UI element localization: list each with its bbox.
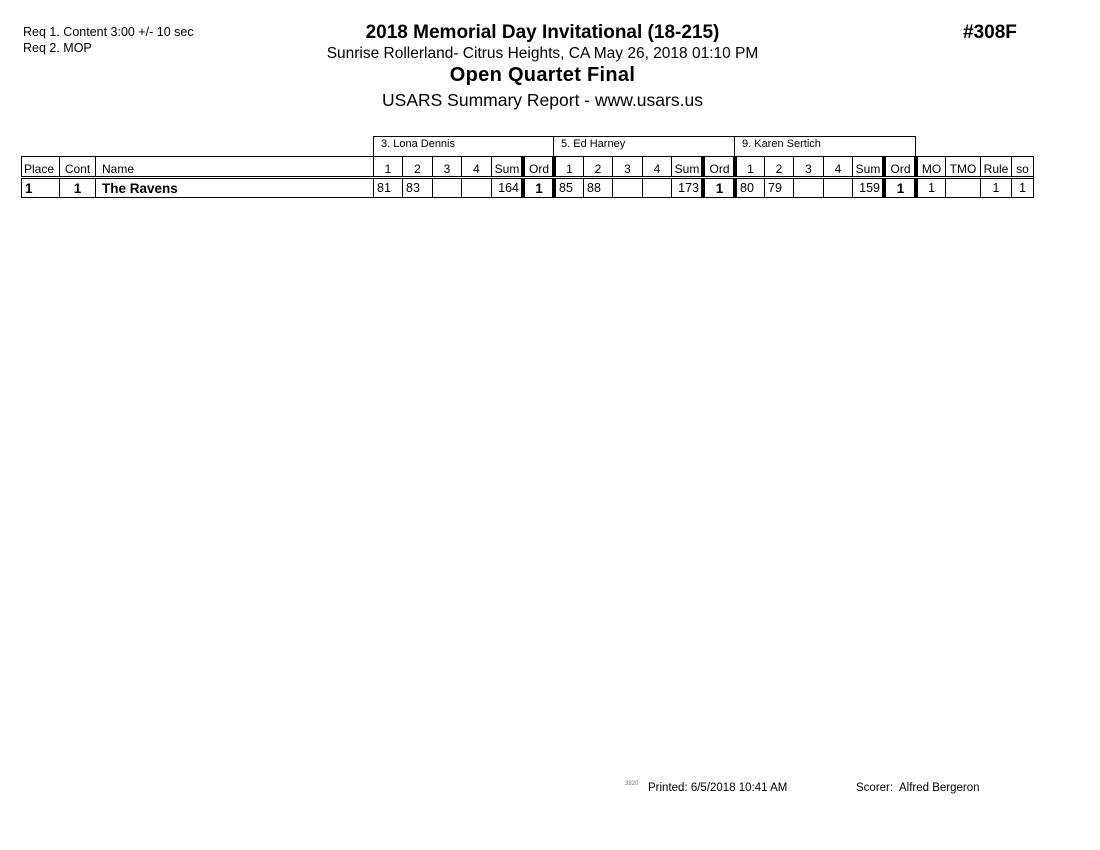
col-j3-score2: 2 [764, 156, 793, 177]
location-date-line: Sunrise Rollerland- Citrus Heights, CA May 26, 2018 01:10 PM [326, 45, 759, 62]
col-j1-score2: 2 [402, 156, 432, 177]
row-name: The Ravens [95, 179, 373, 198]
row-j1-sum: 164 [491, 179, 522, 198]
row-j3-score4 [823, 179, 852, 198]
judge-header-3: 9. Karen Sertich [734, 136, 916, 156]
row-j2-sum: 173 [671, 179, 702, 198]
footer-code: 3820 [625, 781, 639, 787]
col-j3-score4: 4 [823, 156, 852, 177]
row-cont: 1 [59, 179, 95, 198]
row-j3-score2: 79 [764, 179, 793, 198]
col-j2-score3: 3 [612, 156, 642, 177]
judge-header-2: 5. Ed Harney [553, 136, 735, 156]
competition-title: 2018 Memorial Day Invitational (18-215) [365, 22, 720, 43]
report-name: USARS Summary Report - www.usars.us [382, 90, 703, 110]
requirement-1: Req 1. Content 3:00 +/- 10 sec [23, 25, 194, 39]
row-place: 1 [21, 179, 59, 198]
col-rule: Rule [980, 156, 1011, 177]
table-right-border [1033, 156, 1034, 198]
col-j3-sum: Sum [852, 156, 883, 177]
col-j2-score1: 1 [552, 156, 583, 177]
event-name: Open Quartet Final [449, 64, 636, 86]
col-j3-score3: 3 [793, 156, 823, 177]
col-place: Place [21, 156, 59, 177]
col-so: so [1011, 156, 1033, 177]
row-j2-score4 [642, 179, 671, 198]
row-j3-score1: 80 [733, 179, 764, 198]
row-j2-score3 [612, 179, 642, 198]
requirement-2: Req 2. MOP [23, 41, 92, 55]
col-cont: Cont [59, 156, 95, 177]
row-j2-ord: 1 [701, 179, 734, 198]
col-j1-score3: 3 [432, 156, 461, 177]
row-j1-score1: 81 [373, 179, 402, 198]
col-mo: MO [914, 156, 945, 177]
row-tmo [945, 179, 980, 198]
row-j2-score2: 88 [583, 179, 612, 198]
col-j1-sum: Sum [491, 156, 522, 177]
event-code: #308F [963, 22, 1017, 43]
row-j1-score3 [432, 179, 461, 198]
scorer-label: Scorer: [856, 782, 894, 794]
judge-header-1: 3. Lona Dennis [373, 136, 554, 156]
col-j2-score2: 2 [583, 156, 612, 177]
col-j1-ord: Ord [521, 156, 553, 177]
row-j1-score2: 83 [402, 179, 432, 198]
row-mo: 1 [914, 179, 945, 198]
col-j2-ord: Ord [701, 156, 734, 177]
row-j3-sum: 159 [852, 179, 883, 198]
col-tmo: TMO [945, 156, 980, 177]
row-j1-ord: 1 [521, 179, 553, 198]
col-j1-score1: 1 [373, 156, 402, 177]
row-rule: 1 [980, 179, 1011, 198]
printed-timestamp: Printed: 6/5/2018 10:41 AM [648, 782, 788, 794]
col-j3-ord: Ord [882, 156, 915, 177]
row-j1-score4 [461, 179, 491, 198]
scorer-name: Alfred Bergeron [899, 782, 980, 794]
col-j3-score1: 1 [733, 156, 764, 177]
row-j3-score3 [793, 179, 823, 198]
col-j1-score4: 4 [461, 156, 491, 177]
col-name: Name [95, 156, 373, 177]
row-j2-score1: 85 [552, 179, 583, 198]
col-j2-score4: 4 [642, 156, 671, 177]
col-j2-sum: Sum [671, 156, 702, 177]
row-so: 1 [1011, 179, 1033, 198]
row-j3-ord: 1 [882, 179, 915, 198]
